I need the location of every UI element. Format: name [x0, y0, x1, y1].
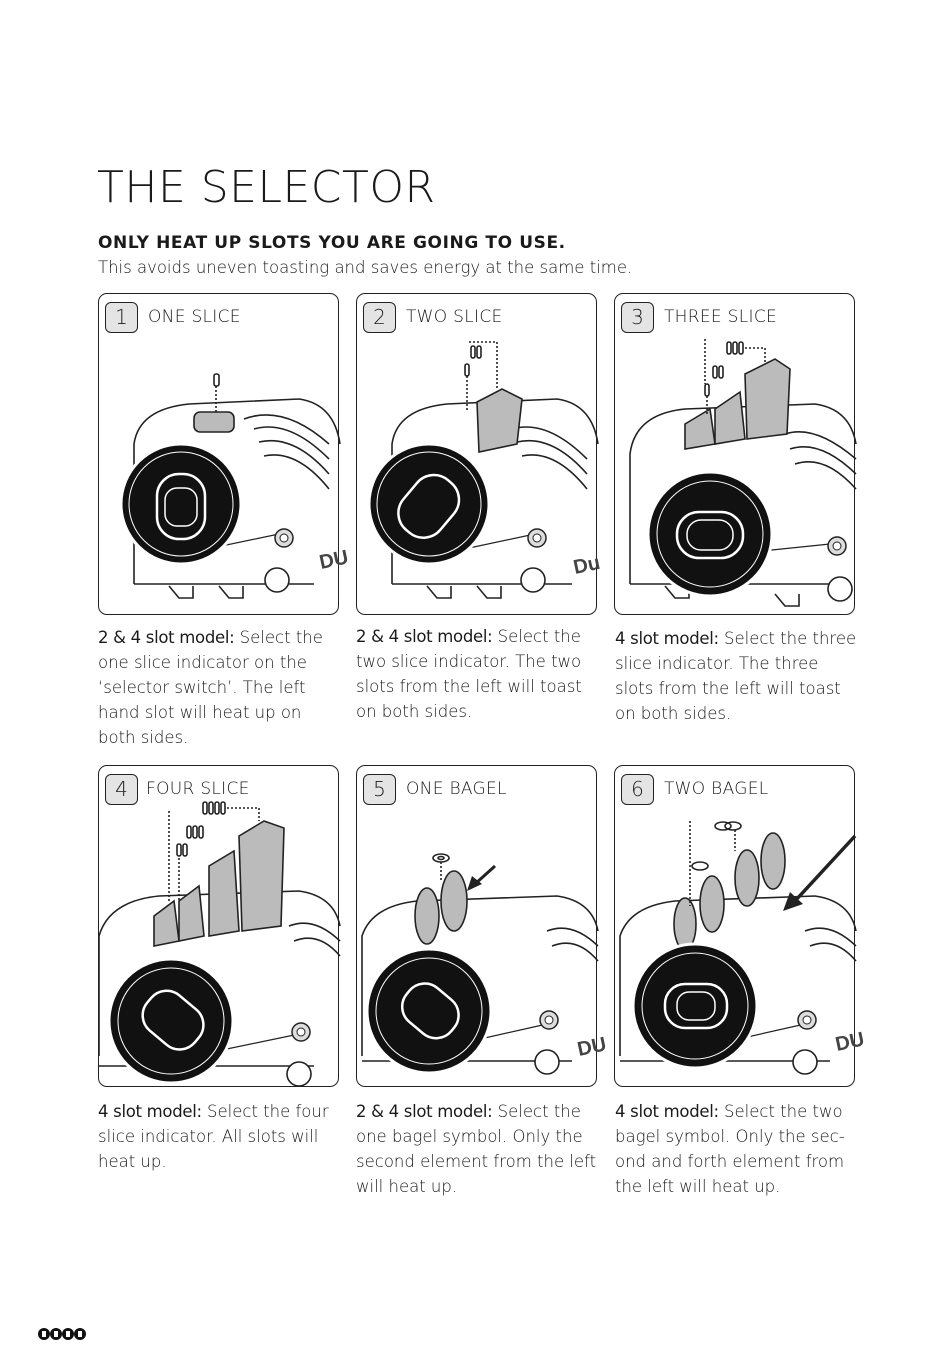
toaster-illustration — [99, 294, 351, 616]
caption-text: Select the three slice indicator. The three slots from the left will toast on both sides. — [615, 629, 857, 723]
caption-lead: 2 & 4 slot model: — [356, 627, 493, 646]
step-number-badge: 2 — [363, 302, 396, 333]
svg-text:DU: DU — [575, 1033, 609, 1061]
svg-text:DU: DU — [317, 546, 351, 574]
caption-lead: 2 & 4 slot model: — [356, 1102, 493, 1121]
toaster-illustration — [615, 294, 856, 616]
caption-one-slice — [98, 625, 343, 750]
step-number-badge: 1 — [105, 302, 138, 333]
caption-text: Select the two bagel symbol. Only the sec-ond and forth element from the left will heat up. — [615, 1102, 845, 1196]
toaster-illustration — [615, 766, 867, 1088]
step-number-badge: 4 — [105, 774, 138, 805]
caption-lead: 2 & 4 slot model: — [98, 628, 235, 647]
panel-two-bagel — [614, 765, 867, 1087]
panel-label: TWO SLICE — [406, 307, 503, 327]
panel-one-slice — [98, 293, 351, 615]
panel-label: THREE SLICE — [664, 307, 778, 327]
panel-three-slice — [614, 293, 855, 615]
panel-two-slice — [356, 293, 603, 615]
step-number-badge: 3 — [621, 302, 654, 333]
page-title: THE SELECTOR — [97, 162, 436, 213]
caption-one-bagel — [356, 1099, 601, 1199]
step-number-badge: 6 — [621, 774, 654, 805]
step-number-badge: 5 — [363, 774, 396, 805]
caption-lead: 4 slot model: — [98, 1102, 202, 1121]
brand-logo-icon — [38, 1327, 88, 1341]
caption-two-slice — [356, 624, 601, 724]
panel-label: ONE BAGEL — [406, 779, 507, 799]
caption-four-slice — [98, 1099, 343, 1174]
svg-text:DU: DU — [833, 1028, 867, 1056]
panel-label: ONE SLICE — [148, 307, 241, 327]
panel-four-slice — [98, 765, 339, 1087]
toaster-illustration — [357, 294, 603, 616]
caption-text: Select the four slice indicator. All slots will heat up. — [98, 1102, 329, 1171]
caption-lead: 4 slot model: — [615, 629, 719, 648]
caption-two-bagel — [615, 1099, 860, 1199]
toaster-illustration — [357, 766, 609, 1088]
svg-text:Du: Du — [571, 551, 603, 579]
toaster-illustration — [99, 766, 340, 1088]
caption-text: Select the two slice indicator. The two slots from the left will toast on both sides. — [356, 627, 582, 721]
panel-label: TWO BAGEL — [664, 779, 769, 799]
caption-three-slice — [615, 626, 860, 726]
intro-text: This avoids uneven toasting and saves energy at the same time. — [98, 258, 633, 277]
caption-text: Select the one bagel symbol. Only the second element from the left will heat up. — [356, 1102, 597, 1196]
panel-label: FOUR SLICE — [146, 779, 250, 799]
panel-one-bagel — [356, 765, 609, 1087]
caption-text: Select the one slice indicator on the ‘selector switch’. The left hand slot will heat up on both sides. — [98, 628, 323, 747]
section-subheading: ONLY HEAT UP SLOTS YOU ARE GOING TO USE. — [98, 233, 566, 253]
caption-lead: 4 slot model: — [615, 1102, 719, 1121]
